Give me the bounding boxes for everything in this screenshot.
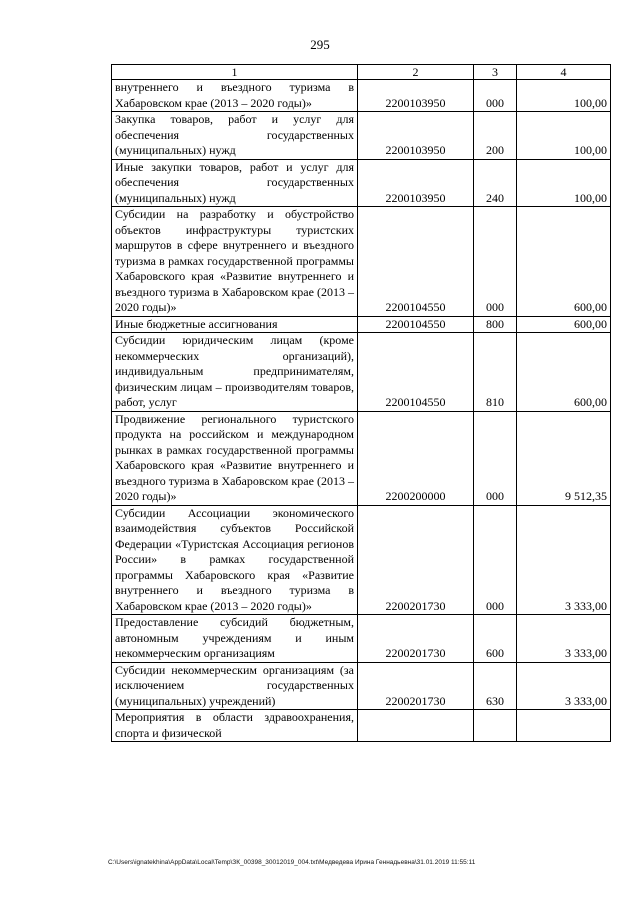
row-type: 000 [474, 207, 517, 317]
row-type: 000 [474, 80, 517, 112]
table-header [112, 65, 611, 80]
budget-table [111, 64, 611, 742]
table-row [112, 662, 611, 710]
header-col-3: 3 [474, 65, 517, 80]
row-name: Субсидии на разработку и обустройство объектов инфраструктуры туристских маршрутов в сфере внутреннего и въездного туризма в рамках государственной программы Хабаровского края «Развитие внутреннего и въездного туризма в Хабаровском крае (2013 – 2020 годы)» [112, 207, 358, 317]
row-sum: 100,00 [517, 112, 611, 160]
row-name: Субсидии Ассоциации экономического взаимодействия субъектов Российской Федерации «Туристская Ассоциация регионов России» в рамках государственной программы Хабаровского края «Развитие внутреннего и въездного туризма в Хабаровском крае (2013 – 2020 годы)» [112, 505, 358, 615]
table-row [112, 505, 611, 615]
row-code: 2200103950 [358, 80, 474, 112]
row-name: Иные бюджетные ассигнования [112, 316, 358, 333]
row-code: 2200104550 [358, 333, 474, 412]
table-body [112, 80, 611, 742]
row-type: 200 [474, 112, 517, 160]
row-type: 000 [474, 505, 517, 615]
footer-file-path: C:\Users\ignatekhina\AppData\Local\Temp\ЗК_00398_30012019_004.txt\Медведева Ирина Геннадьевна\31.01.2019 11:55:11 [108, 859, 476, 866]
row-sum: 600,00 [517, 333, 611, 412]
row-sum: 100,00 [517, 80, 611, 112]
row-name: внутреннего и въездного туризма в Хабаровском крае (2013 – 2020 годы)» [112, 80, 358, 112]
row-sum: 100,00 [517, 159, 611, 207]
row-code: 2200104550 [358, 316, 474, 333]
row-code: 2200201730 [358, 662, 474, 710]
row-sum: 9 512,35 [517, 411, 611, 505]
row-code: 2200200000 [358, 411, 474, 505]
row-name: Закупка товаров, работ и услуг для обеспечения государственных (муниципальных) нужд [112, 112, 358, 160]
row-sum: 600,00 [517, 316, 611, 333]
header-col-2: 2 [358, 65, 474, 80]
row-type: 000 [474, 411, 517, 505]
table-row [112, 411, 611, 505]
row-code [358, 710, 474, 742]
row-code: 2200103950 [358, 159, 474, 207]
row-name: Субсидии юридическим лицам (кроме некоммерческих организаций), индивидуальным предпринимателям, физическим лицам – производителям товаров, работ, услуг [112, 333, 358, 412]
row-code: 2200104550 [358, 207, 474, 317]
table-row [112, 159, 611, 207]
table-row [112, 80, 611, 112]
row-name: Мероприятия в области здравоохранения, спорта и физической [112, 710, 358, 742]
row-type: 630 [474, 662, 517, 710]
row-name: Продвижение регионального туристского продукта на российском и международном рынках в рамках государственной программы Хабаровского края «Развитие внутреннего и въездного туризма в Хабаровском крае (2013 – 2020 годы)» [112, 411, 358, 505]
header-col-4: 4 [517, 65, 611, 80]
row-code: 2200201730 [358, 505, 474, 615]
row-code: 2200103950 [358, 112, 474, 160]
header-col-1: 1 [112, 65, 358, 80]
row-type: 600 [474, 615, 517, 663]
row-sum: 3 333,00 [517, 662, 611, 710]
table-row [112, 207, 611, 317]
table-row [112, 615, 611, 663]
row-type [474, 710, 517, 742]
row-code: 2200201730 [358, 615, 474, 663]
row-name: Иные закупки товаров, работ и услуг для обеспечения государственных (муниципальных) нужд [112, 159, 358, 207]
header-row [112, 65, 611, 80]
row-sum: 3 333,00 [517, 505, 611, 615]
row-type: 810 [474, 333, 517, 412]
row-name: Предоставление субсидий бюджетным, автономным учреждениям и иным некоммерческим организациям [112, 615, 358, 663]
row-name: Субсидии некоммерческим организациям (за исключением государственных (муниципальных) учреждений) [112, 662, 358, 710]
row-type: 800 [474, 316, 517, 333]
row-sum [517, 710, 611, 742]
table-row [112, 316, 611, 333]
row-sum: 600,00 [517, 207, 611, 317]
row-sum: 3 333,00 [517, 615, 611, 663]
table-row [112, 112, 611, 160]
page-number: 295 [310, 37, 330, 52]
table-row [112, 710, 611, 742]
table-row [112, 333, 611, 412]
row-type: 240 [474, 159, 517, 207]
